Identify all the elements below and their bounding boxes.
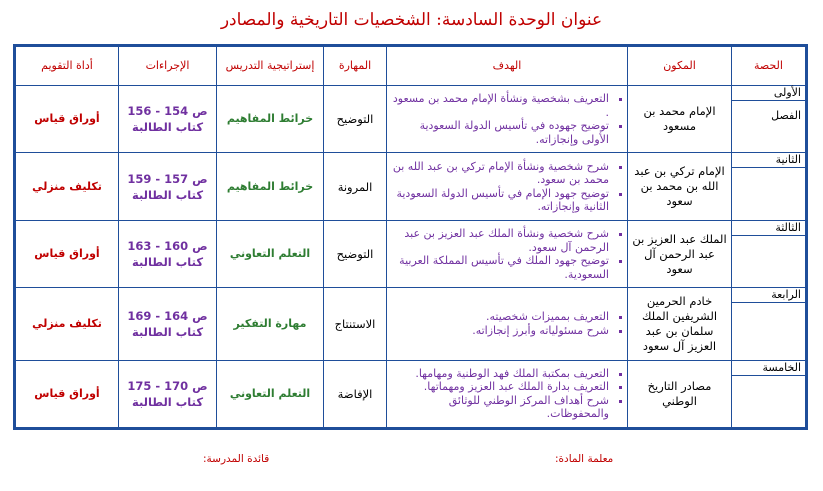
procedures-cell	[119, 153, 217, 220]
session-cell	[732, 288, 806, 360]
evaluation-cell: أوراق قياس	[16, 360, 119, 427]
header-procedures: الإجراءات	[119, 47, 217, 86]
principal-signature-label: قائدة المدرسة:	[203, 453, 270, 465]
header-row	[16, 47, 806, 86]
goal-item: ▪ شرح شخصية ونشأة الإمام تركي بن عبد الله بن محمد بن سعود.	[391, 160, 609, 187]
session-cell	[732, 86, 806, 153]
component-cell: خادم الحرمين الشريفين الملك سلمان بن عبد العزيز آل سعود	[628, 288, 732, 360]
session-label: الثانية	[732, 153, 805, 168]
header-strategy: إستراتيجية التدريس	[217, 47, 324, 86]
goal-item: ▪ التعريف بمميزات شخصيته.	[391, 310, 609, 324]
goal-item: ▪ التعريف بمكتبة الملك فهد الوطنية ومهامها.	[391, 367, 609, 381]
goal-item: ▪ شرح شخصية ونشأة الملك عبد العزيز بن عبد الرحمن آل سعود.	[391, 227, 609, 254]
skill-cell: المرونة	[324, 153, 387, 220]
goal-item: ▪ شرح مسئولياته وأبرز إنجازاته.	[391, 324, 609, 338]
strategy-cell: التعلم التعاوني	[217, 360, 324, 427]
goal-item: ▪ التعريف بشخصية ونشأة الإمام محمد بن مسعود .	[391, 92, 609, 119]
session-label: الخامسة	[732, 361, 805, 376]
evaluation-cell: تكليف منزلي	[16, 153, 119, 220]
goal-cell	[387, 288, 628, 360]
header-component: المكون	[628, 47, 732, 86]
procedures-pages: ص 160 - 163	[127, 239, 208, 254]
skill-cell: الإفاضة	[324, 360, 387, 427]
procedures-cell	[119, 288, 217, 360]
skill-cell: التوضيح	[324, 220, 387, 287]
goal-cell	[387, 153, 628, 220]
strategy-cell: خرائط المفاهيم	[217, 86, 324, 153]
strategy-cell: التعلم التعاوني	[217, 220, 324, 287]
table-row	[16, 360, 806, 427]
evaluation-cell: تكليف منزلي	[16, 288, 119, 360]
header-skill: المهارة	[324, 47, 387, 86]
table-row	[16, 86, 806, 153]
procedures-book: كتاب الطالبة	[131, 120, 204, 135]
goal-item: ▪ توضيح جهود الإمام في تأسيس الدولة السعودية الثانية وإنجازاته.	[391, 187, 609, 214]
procedures-pages: ص 157 - 159	[127, 171, 208, 186]
procedures-pages: ص 164 - 169	[127, 308, 208, 323]
session-cell	[732, 153, 806, 220]
procedures-book: كتاب الطالبة	[131, 324, 204, 339]
skill-cell: الاستنتاج	[324, 288, 387, 360]
session-label: الرابعة	[732, 288, 805, 303]
session-label: الأولى	[732, 86, 805, 101]
procedures-book: كتاب الطالبة	[131, 394, 204, 409]
session-cell	[732, 220, 806, 287]
strategy-cell: خرائط المفاهيم	[217, 153, 324, 220]
header-goal: الهدف	[387, 47, 628, 86]
procedures-cell	[119, 220, 217, 287]
goal-cell	[387, 360, 628, 427]
skill-cell: التوضيح	[324, 86, 387, 153]
component-cell: مصادر التاريخ الوطني	[628, 360, 732, 427]
session-cell	[732, 360, 806, 427]
table-row	[16, 153, 806, 220]
goal-item: ▪ توضيح جهوده في تأسيس الدولة السعودية الأولى وإنجازاته.	[391, 119, 609, 146]
component-cell: الإمام تركي بن عبد الله بن محمد بن سعود	[628, 153, 732, 220]
component-cell: الملك عبد العزيز بن عبد الرحمن آل سعود	[628, 220, 732, 287]
goal-item: ▪ شرح أهداف المركز الوطني للوثائق والمحفوظات.	[391, 394, 609, 421]
page-title: عنوان الوحدة السادسة: الشخصيات التاريخية والمصادر	[220, 10, 603, 30]
strategy-cell: مهارة التفكير	[217, 288, 324, 360]
procedures-book: كتاب الطالبة	[131, 255, 204, 270]
procedures-book: كتاب الطالبة	[131, 187, 204, 202]
evaluation-cell: أوراق قياس	[16, 220, 119, 287]
session-sub-label: الفصل	[771, 109, 801, 122]
lesson-plan-table	[15, 46, 806, 428]
header-session: الحصة	[732, 47, 806, 86]
session-label: الثالثة	[732, 221, 805, 236]
teacher-signature-label: معلمة المادة:	[555, 453, 614, 465]
goal-cell	[387, 86, 628, 153]
component-cell: الإمام محمد بن مسعود	[628, 86, 732, 153]
header-evaluation: أداة التقويم	[16, 47, 119, 86]
procedures-pages: ص 154 - 156	[127, 104, 208, 119]
table-row	[16, 288, 806, 360]
goal-item: ▪ التعريف بدارة الملك عبد العزيز ومهماتها.	[391, 380, 609, 394]
goal-cell	[387, 220, 628, 287]
table-row	[16, 220, 806, 287]
procedures-cell	[119, 360, 217, 427]
procedures-cell	[119, 86, 217, 153]
goal-item: ▪ توضيح جهود الملك في تأسيس المملكة العربية السعودية.	[391, 254, 609, 281]
lesson-plan-table-frame	[13, 44, 808, 430]
procedures-pages: ص 170 - 175	[127, 378, 208, 393]
evaluation-cell: أوراق قياس	[16, 86, 119, 153]
